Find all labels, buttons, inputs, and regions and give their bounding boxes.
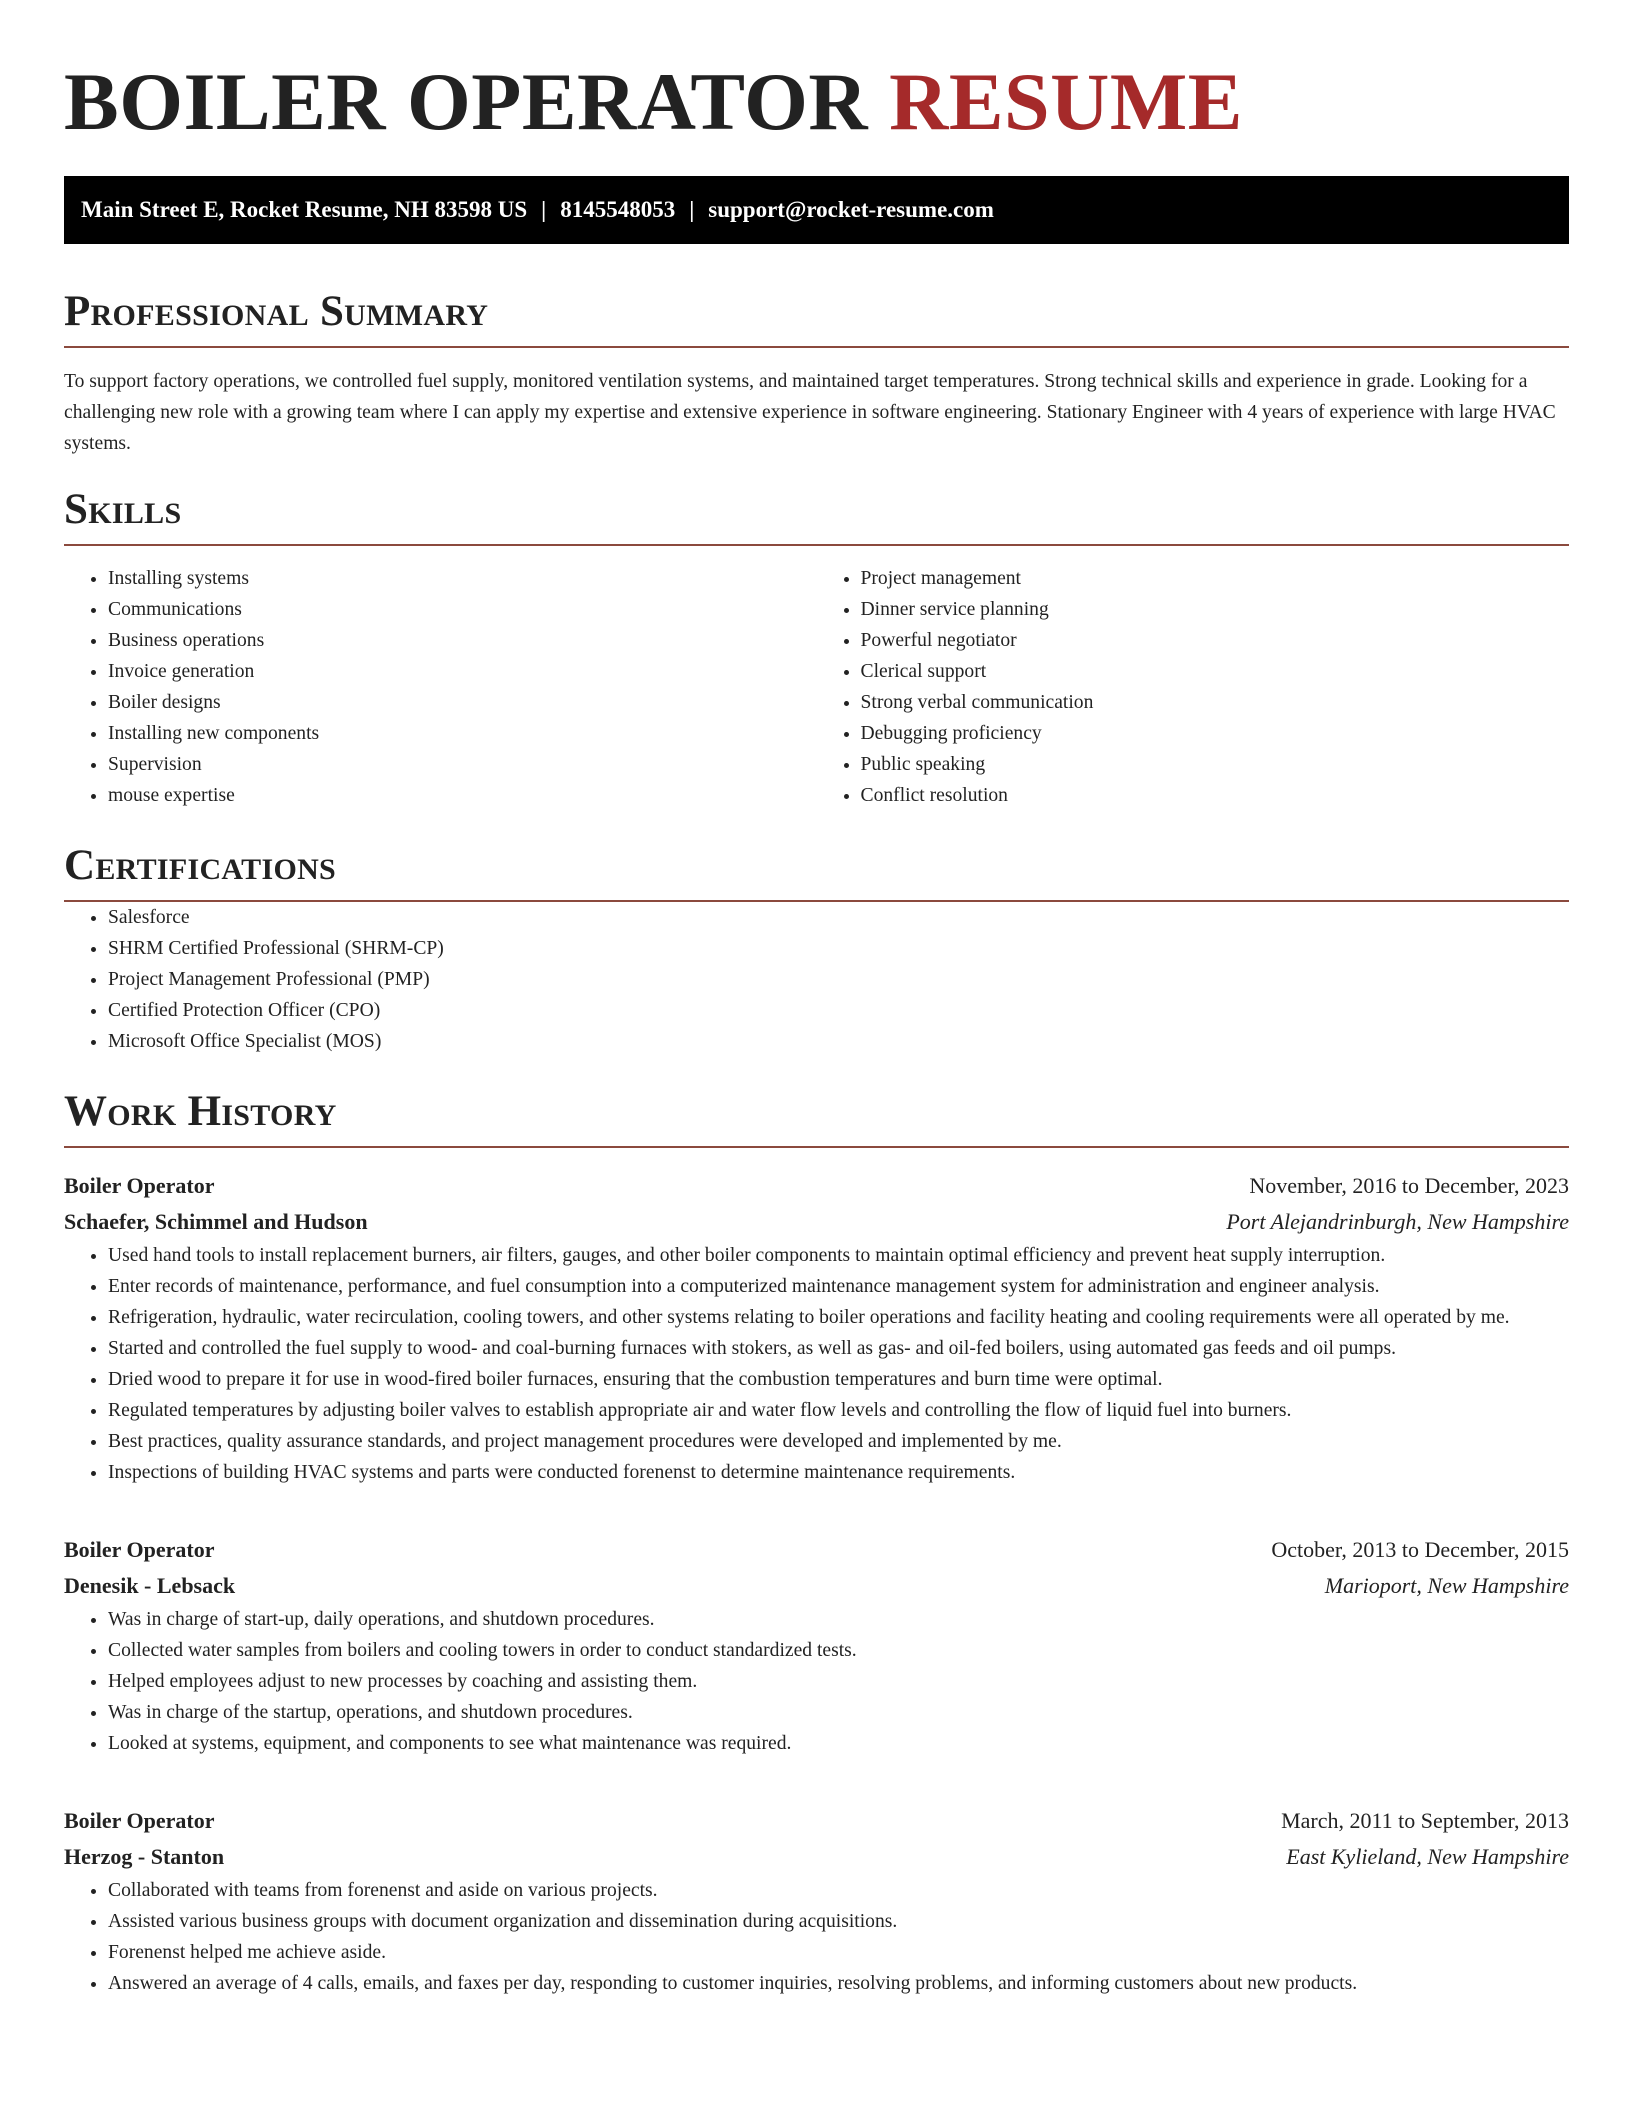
job-location: East Kylieland, New Hampshire <box>1286 1844 1569 1869</box>
section-divider <box>64 544 1569 546</box>
certifications-section <box>64 840 1569 1057</box>
skill-item: • Strong verbal communication <box>861 687 1570 718</box>
section-heading: Work History <box>64 1088 337 1135</box>
job-location: Port Alejandrinburgh, New Hampshire <box>1226 1209 1569 1234</box>
resume-title <box>64 52 1569 152</box>
summary-text: To support factory operations, we controlled fuel supply, monitored ventilation systems, and maintained target temperatures. Strong technical skills and experience in grade. Looking for a challenging new role with a growing team where I can apply my expertise and extensive experience in software engineering. Stationary Engineer with 4 years of experience with large HVAC systems. <box>64 371 1556 454</box>
skills-columns <box>64 563 1569 811</box>
job-header-row <box>64 1532 1569 1568</box>
contact-bar <box>64 176 1569 244</box>
job-company: Schaefer, Schimmel and Hudson <box>64 1209 368 1234</box>
job-duty-item: • Dried wood to prepare it for use in wood-fired boiler furnaces, ensuring that the combustion temperatures and burn time were optimal. <box>108 1364 1569 1395</box>
job-duty-item: • Was in charge of the startup, operations, and shutdown procedures. <box>108 1697 1569 1728</box>
skill-item: • Supervision <box>108 749 817 780</box>
section-heading: Professional Summary <box>64 288 489 335</box>
job-duties-list <box>64 1604 1569 1759</box>
job-duty-item: • Enter records of maintenance, performance, and fuel consumption into a computerized maintenance management system for administration and engineer analysis. <box>108 1271 1569 1302</box>
skill-item: • Communications <box>108 594 817 625</box>
skill-item: • Public speaking <box>861 749 1570 780</box>
skills-list-left <box>64 563 817 811</box>
certification-item: • Certified Protection Officer (CPO) <box>108 995 1569 1026</box>
job-entry <box>64 1168 1569 1488</box>
contact-separator: | <box>541 197 547 222</box>
skills-section <box>64 484 1569 811</box>
skill-item: • Installing new components <box>108 718 817 749</box>
job-duty-item: • Used hand tools to install replacement burners, air filters, gauges, and other boiler components to maintain optimal efficiency and prevent heat supply interruption. <box>108 1240 1569 1271</box>
job-duty-item: • Collaborated with teams from forenenst and aside on various projects. <box>108 1875 1569 1906</box>
job-company: Herzog - Stanton <box>64 1844 225 1869</box>
skill-item: • Boiler designs <box>108 687 817 718</box>
job-duties-list <box>64 1240 1569 1488</box>
job-duty-item: • Inspections of building HVAC systems and parts were conducted forenenst to determine maintenance requirements. <box>108 1457 1569 1488</box>
skill-item: • Project management <box>861 563 1570 594</box>
job-entry <box>64 1532 1569 1759</box>
section-divider <box>64 1146 1569 1148</box>
work-history-section <box>64 1086 1569 1999</box>
resume-title-accent: RESUME <box>889 56 1243 147</box>
job-dates: October, 2013 to December, 2015 <box>1271 1537 1569 1562</box>
contact-separator: | <box>689 197 695 222</box>
job-title: Boiler Operator <box>64 1537 215 1562</box>
skill-item: • Clerical support <box>861 656 1570 687</box>
job-company-row <box>64 1204 1569 1240</box>
section-heading: Certifications <box>64 842 337 889</box>
section-divider <box>64 346 1569 348</box>
certification-item: • Project Management Professional (PMP) <box>108 964 1569 995</box>
contact-address: Main Street E, Rocket Resume, NH 83598 US <box>81 197 528 222</box>
certification-item: • Salesforce <box>108 902 1569 933</box>
skill-item: • Dinner service planning <box>861 594 1570 625</box>
job-duty-item: • Answered an average of 4 calls, emails, and faxes per day, responding to customer inquiries, resolving problems, and informing customers about new products. <box>108 1968 1569 1999</box>
job-header-row <box>64 1168 1569 1204</box>
job-duty-item: • Forenenst helped me achieve aside. <box>108 1937 1569 1968</box>
skill-item: • Invoice generation <box>108 656 817 687</box>
job-dates: March, 2011 to September, 2013 <box>1281 1808 1569 1833</box>
skill-item: • mouse expertise <box>108 780 817 811</box>
job-dates: November, 2016 to December, 2023 <box>1249 1173 1569 1198</box>
skills-list-right <box>817 563 1570 811</box>
section-heading: Skills <box>64 486 182 533</box>
certification-item: • SHRM Certified Professional (SHRM-CP) <box>108 933 1569 964</box>
summary-section <box>64 286 1569 459</box>
job-header-row <box>64 1803 1569 1839</box>
job-duty-item: • Looked at systems, equipment, and components to see what maintenance was required. <box>108 1728 1569 1759</box>
job-duty-item: • Started and controlled the fuel supply to wood- and coal-burning furnaces with stokers, as well as gas- and oil-fed boilers, using automated gas feeds and oil pumps. <box>108 1333 1569 1364</box>
contact-email: support@rocket-resume.com <box>708 197 994 222</box>
resume-title-main: BOILER OPERATOR <box>64 56 869 147</box>
contact-phone: 8145548053 <box>560 197 676 222</box>
job-entry <box>64 1803 1569 1999</box>
job-duty-item: • Regulated temperatures by adjusting boiler valves to establish appropriate air and water flow levels and controlling the flow of liquid fuel into burners. <box>108 1395 1569 1426</box>
job-duty-item: • Refrigeration, hydraulic, water recirculation, cooling towers, and other systems relating to boiler operations and facility heating and cooling requirements were all operated by me. <box>108 1302 1569 1333</box>
job-title: Boiler Operator <box>64 1808 215 1833</box>
job-duties-list <box>64 1875 1569 1999</box>
skill-item: • Installing systems <box>108 563 817 594</box>
skill-item: • Debugging proficiency <box>861 718 1570 749</box>
job-company-row <box>64 1568 1569 1604</box>
job-company-row <box>64 1839 1569 1875</box>
job-duty-item: • Assisted various business groups with document organization and dissemination during acquisitions. <box>108 1906 1569 1937</box>
skill-item: • Powerful negotiator <box>861 625 1570 656</box>
certifications-list <box>64 902 1569 1057</box>
job-company: Denesik - Lebsack <box>64 1573 236 1598</box>
job-location: Marioport, New Hampshire <box>1324 1573 1569 1598</box>
job-title: Boiler Operator <box>64 1173 215 1198</box>
job-duty-item: • Best practices, quality assurance standards, and project management procedures were developed and implemented by me. <box>108 1426 1569 1457</box>
job-duty-item: • Collected water samples from boilers and cooling towers in order to conduct standardized tests. <box>108 1635 1569 1666</box>
job-duty-item: • Helped employees adjust to new processes by coaching and assisting them. <box>108 1666 1569 1697</box>
skill-item: • Business operations <box>108 625 817 656</box>
job-duty-item: • Was in charge of start-up, daily operations, and shutdown procedures. <box>108 1604 1569 1635</box>
skill-item: • Conflict resolution <box>861 780 1570 811</box>
certification-item: • Microsoft Office Specialist (MOS) <box>108 1026 1569 1057</box>
